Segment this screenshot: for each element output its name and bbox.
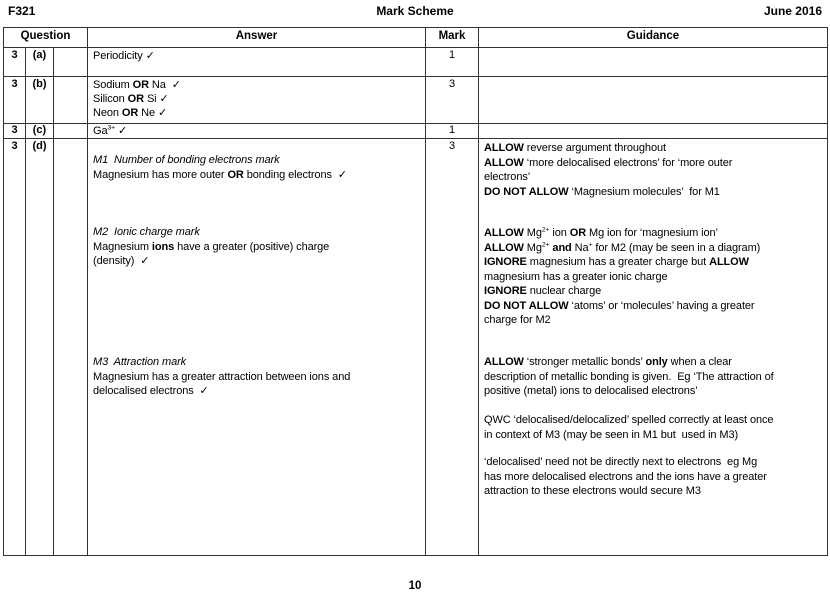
table-header-row (4, 28, 828, 48)
guidance-line: electrons’ (484, 171, 531, 183)
question-number: 3 (4, 77, 26, 124)
table-row-3a (4, 48, 828, 77)
question-subpart (54, 48, 88, 77)
question-part: (c) (26, 124, 54, 139)
guidance-line: charge for M2 (484, 314, 551, 326)
document-header (0, 4, 830, 20)
guidance-line: ALLOW $Mg^{2+}$ ion OR Mg ion for ‘magnesium ion’ (484, 226, 718, 239)
guidance-line: ALLOW reverse argument throughout (484, 142, 666, 154)
answer-line: Silicon OR Si ✓ (93, 93, 169, 105)
marking-point-heading: M3 Attraction mark (93, 356, 187, 368)
question-subpart (54, 139, 88, 556)
guidance-line: magnesium has a greater ionic charge (484, 270, 668, 283)
answer-block-m3 (93, 355, 350, 399)
guidance-cell (479, 139, 828, 556)
guidance-block-delocalised-note (484, 455, 767, 499)
question-subpart (54, 124, 88, 139)
guidance-line: ALLOW ‘stronger metallic bonds’ only when a clear (484, 356, 732, 368)
mark-value: 3 (426, 77, 479, 124)
answer-cell (88, 48, 426, 77)
mark-value: 3 (426, 139, 479, 556)
question-part: (a) (26, 48, 54, 77)
mark-value: 1 (426, 48, 479, 77)
guidance-line: ALLOW $Mg^{2+}$ and Na+ for M2 (may be seen in a diagram) (484, 240, 761, 254)
answer-cell (88, 139, 426, 556)
guidance-line: has more delocalised electrons and the ions have a greater (484, 470, 767, 483)
guidance-line: description of metallic bonding is given. Eg ‘The attraction of (484, 370, 774, 383)
guidance-line: IGNORE magnesium has a greater charge but ALLOW (484, 256, 749, 268)
col-header-answer: Answer (88, 28, 426, 48)
guidance-line: IGNORE nuclear charge (484, 285, 602, 297)
page-number: 10 (408, 580, 422, 592)
guidance-cell (479, 77, 828, 124)
guidance-block-m3 (484, 355, 774, 399)
table-row-3d (4, 139, 828, 556)
answer-cell (88, 77, 426, 124)
col-header-mark: Mark (426, 28, 479, 48)
mark-value: 1 (426, 124, 479, 139)
guidance-line: DO NOT ALLOW ‘Magnesium molecules’ for M1 (484, 185, 720, 198)
table-row-3b (4, 77, 828, 124)
guidance-line: in context of M3 (may be seen in M1 but used in M3) (484, 428, 739, 441)
guidance-line: DO NOT ALLOW ‘atoms’ or ‘molecules’ having a greater (484, 299, 755, 312)
question-number: 3 (4, 48, 26, 77)
question-number: 3 (4, 124, 26, 139)
answer-line: Neon OR Ne ✓ (93, 107, 168, 119)
answer-block-m2 (93, 225, 329, 269)
answer-line: (density) ✓ (93, 255, 150, 267)
document-title: Mark Scheme (376, 4, 454, 18)
paper-code: F321 (8, 4, 36, 18)
guidance-line: ‘delocalised’ need not be directly next to electrons eg Mg (484, 456, 758, 468)
table-row-3c (4, 124, 828, 139)
answer-line: Sodium OR Na ✓ (93, 79, 181, 91)
marking-point-heading: M2 Ionic charge mark (93, 226, 200, 238)
answer-block-m1 (93, 153, 347, 182)
col-header-guidance: Guidance (479, 28, 828, 48)
session-date: June 2016 (763, 4, 822, 18)
answer-line: Magnesium has more outer OR bonding electrons ✓ (93, 168, 347, 181)
mark-scheme-table (3, 27, 828, 556)
guidance-line: positive (metal) ions to delocalised electrons’ (484, 385, 698, 397)
guidance-cell (479, 124, 828, 139)
question-number: 3 (4, 139, 26, 556)
answer-line: Magnesium ions have a greater (positive) charge (93, 240, 330, 253)
col-header-question: Question (4, 28, 88, 48)
guidance-line: ALLOW ‘more delocalised electrons’ for ‘more outer (484, 156, 733, 169)
guidance-block-m1 (484, 141, 732, 199)
question-part: (d) (26, 139, 54, 556)
guidance-line: QWC ‘delocalised/delocalized’ spelled correctly at least once (484, 414, 774, 426)
guidance-block-m2 (484, 226, 760, 328)
answer-line: Periodicity ✓ (93, 50, 155, 62)
guidance-line: attraction to these electrons would secure M3 (484, 485, 701, 497)
question-subpart (54, 77, 88, 124)
question-part: (b) (26, 77, 54, 124)
guidance-cell (479, 48, 828, 77)
guidance-block-qwc (484, 413, 773, 442)
answer-line: $Ga^{3+}$ ✓ (93, 124, 128, 137)
answer-cell (88, 124, 426, 139)
marking-point-heading: M1 Number of bonding electrons mark (93, 154, 280, 166)
answer-line: Magnesium has a greater attraction between ions and (93, 370, 351, 383)
answer-line: delocalised electrons ✓ (93, 385, 209, 397)
